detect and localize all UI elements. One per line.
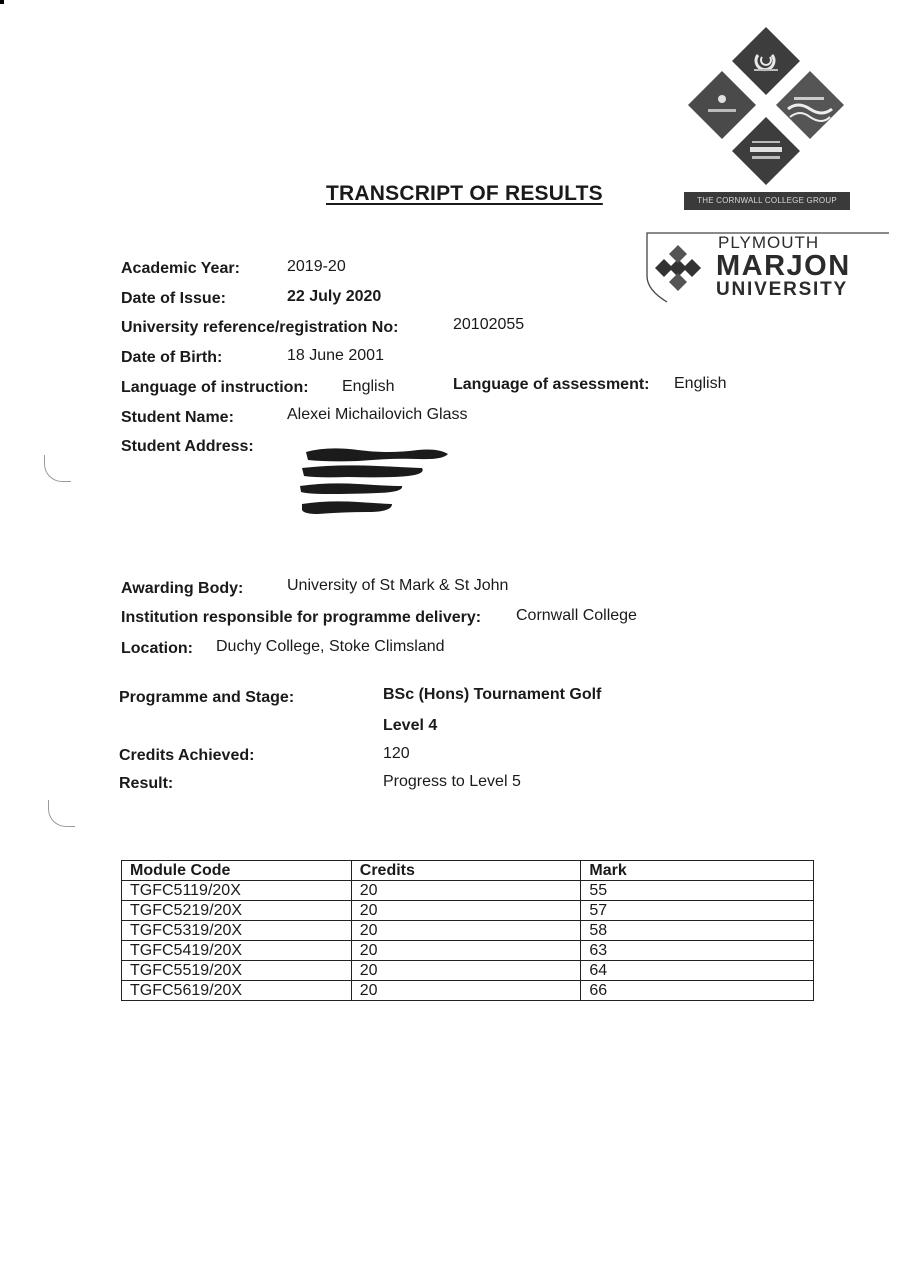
academic-year-label: Academic Year: bbox=[121, 260, 240, 277]
cornwall-college-group-logo bbox=[678, 25, 854, 215]
duchy-college-tile bbox=[688, 71, 756, 139]
bicton-college-tile bbox=[776, 71, 844, 139]
credits-header: Credits bbox=[351, 861, 581, 881]
scan-artifact bbox=[0, 0, 4, 4]
punch-hole-mark bbox=[44, 455, 71, 482]
stage-value: Level 4 bbox=[383, 717, 438, 734]
credits-achieved-label: Credits Achieved: bbox=[119, 747, 255, 764]
table-row bbox=[122, 981, 814, 1001]
mark-cell: 57 bbox=[581, 901, 814, 921]
marjon-logo-marjon: MARJON bbox=[716, 250, 851, 282]
location-label: Location: bbox=[121, 640, 193, 657]
module-code-cell: TGFC5519/20X bbox=[122, 961, 352, 981]
mark-cell: 64 bbox=[581, 961, 814, 981]
marjon-logo-university: UNIVERSITY bbox=[716, 279, 849, 300]
mark-cell: 63 bbox=[581, 941, 814, 961]
awarding-body-label: Awarding Body: bbox=[121, 580, 244, 597]
falmouth-marine-school-tile bbox=[732, 117, 800, 185]
date-of-issue-value: 22 July 2020 bbox=[287, 288, 382, 305]
student-address-label: Student Address: bbox=[121, 438, 254, 455]
registration-no-label: University reference/registration No: bbox=[121, 319, 399, 336]
module-code-cell: TGFC5619/20X bbox=[122, 981, 352, 1001]
academic-year-value: 2019-20 bbox=[287, 258, 346, 275]
modules-table bbox=[121, 860, 814, 1001]
credits-cell: 20 bbox=[351, 921, 581, 941]
credits-cell: 20 bbox=[351, 961, 581, 981]
credits-cell: 20 bbox=[351, 941, 581, 961]
student-name-label: Student Name: bbox=[121, 409, 234, 426]
redacted-address bbox=[298, 444, 458, 522]
date-of-birth-value: 18 June 2001 bbox=[287, 347, 384, 364]
module-code-cell: TGFC5119/20X bbox=[122, 881, 352, 901]
credits-achieved-value: 120 bbox=[383, 745, 410, 762]
cornwall-college-tile bbox=[732, 27, 800, 95]
mark-cell: 66 bbox=[581, 981, 814, 1001]
language-of-assessment-value: English bbox=[674, 375, 727, 392]
module-code-header: Module Code bbox=[122, 861, 352, 881]
programme-value: BSc (Hons) Tournament Golf bbox=[383, 686, 602, 703]
table-row bbox=[122, 881, 814, 901]
document-title: TRANSCRIPT OF RESULTS bbox=[326, 182, 603, 205]
credits-cell: 20 bbox=[351, 901, 581, 921]
credits-cell: 20 bbox=[351, 881, 581, 901]
awarding-body-value: University of St Mark & St John bbox=[287, 577, 509, 594]
module-code-cell: TGFC5419/20X bbox=[122, 941, 352, 961]
institution-value: Cornwall College bbox=[516, 607, 637, 624]
language-of-instruction-value: English bbox=[342, 378, 395, 395]
mark-header: Mark bbox=[581, 861, 814, 881]
marjon-diamond-icon bbox=[655, 245, 701, 291]
registration-no-value: 20102055 bbox=[453, 316, 525, 333]
table-row bbox=[122, 921, 814, 941]
module-code-cell: TGFC5219/20X bbox=[122, 901, 352, 921]
marjon-university-logo bbox=[716, 234, 851, 300]
marjon-logo-plymouth: PLYMOUTH bbox=[718, 233, 820, 252]
student-name-value: Alexei Michailovich Glass bbox=[287, 406, 468, 423]
credits-cell: 20 bbox=[351, 981, 581, 1001]
mark-cell: 55 bbox=[581, 881, 814, 901]
language-of-instruction-label: Language of instruction: bbox=[121, 379, 309, 396]
programme-label: Programme and Stage: bbox=[119, 689, 295, 706]
result-label: Result: bbox=[119, 775, 174, 792]
table-row bbox=[122, 901, 814, 921]
punch-hole-mark bbox=[48, 800, 75, 827]
date-of-issue-label: Date of Issue: bbox=[121, 290, 226, 307]
cornwall-college-group-banner: THE CORNWALL COLLEGE GROUP bbox=[684, 192, 850, 210]
date-of-birth-label: Date of Birth: bbox=[121, 349, 223, 366]
location-value: Duchy College, Stoke Climsland bbox=[216, 638, 445, 655]
mark-cell: 58 bbox=[581, 921, 814, 941]
table-row bbox=[122, 961, 814, 981]
table-row bbox=[122, 941, 814, 961]
institution-label: Institution responsible for programme delivery: bbox=[121, 609, 482, 626]
language-of-assessment-label: Language of assessment: bbox=[453, 376, 650, 393]
table-header-row bbox=[122, 861, 814, 881]
result-value: Progress to Level 5 bbox=[383, 773, 521, 790]
module-code-cell: TGFC5319/20X bbox=[122, 921, 352, 941]
